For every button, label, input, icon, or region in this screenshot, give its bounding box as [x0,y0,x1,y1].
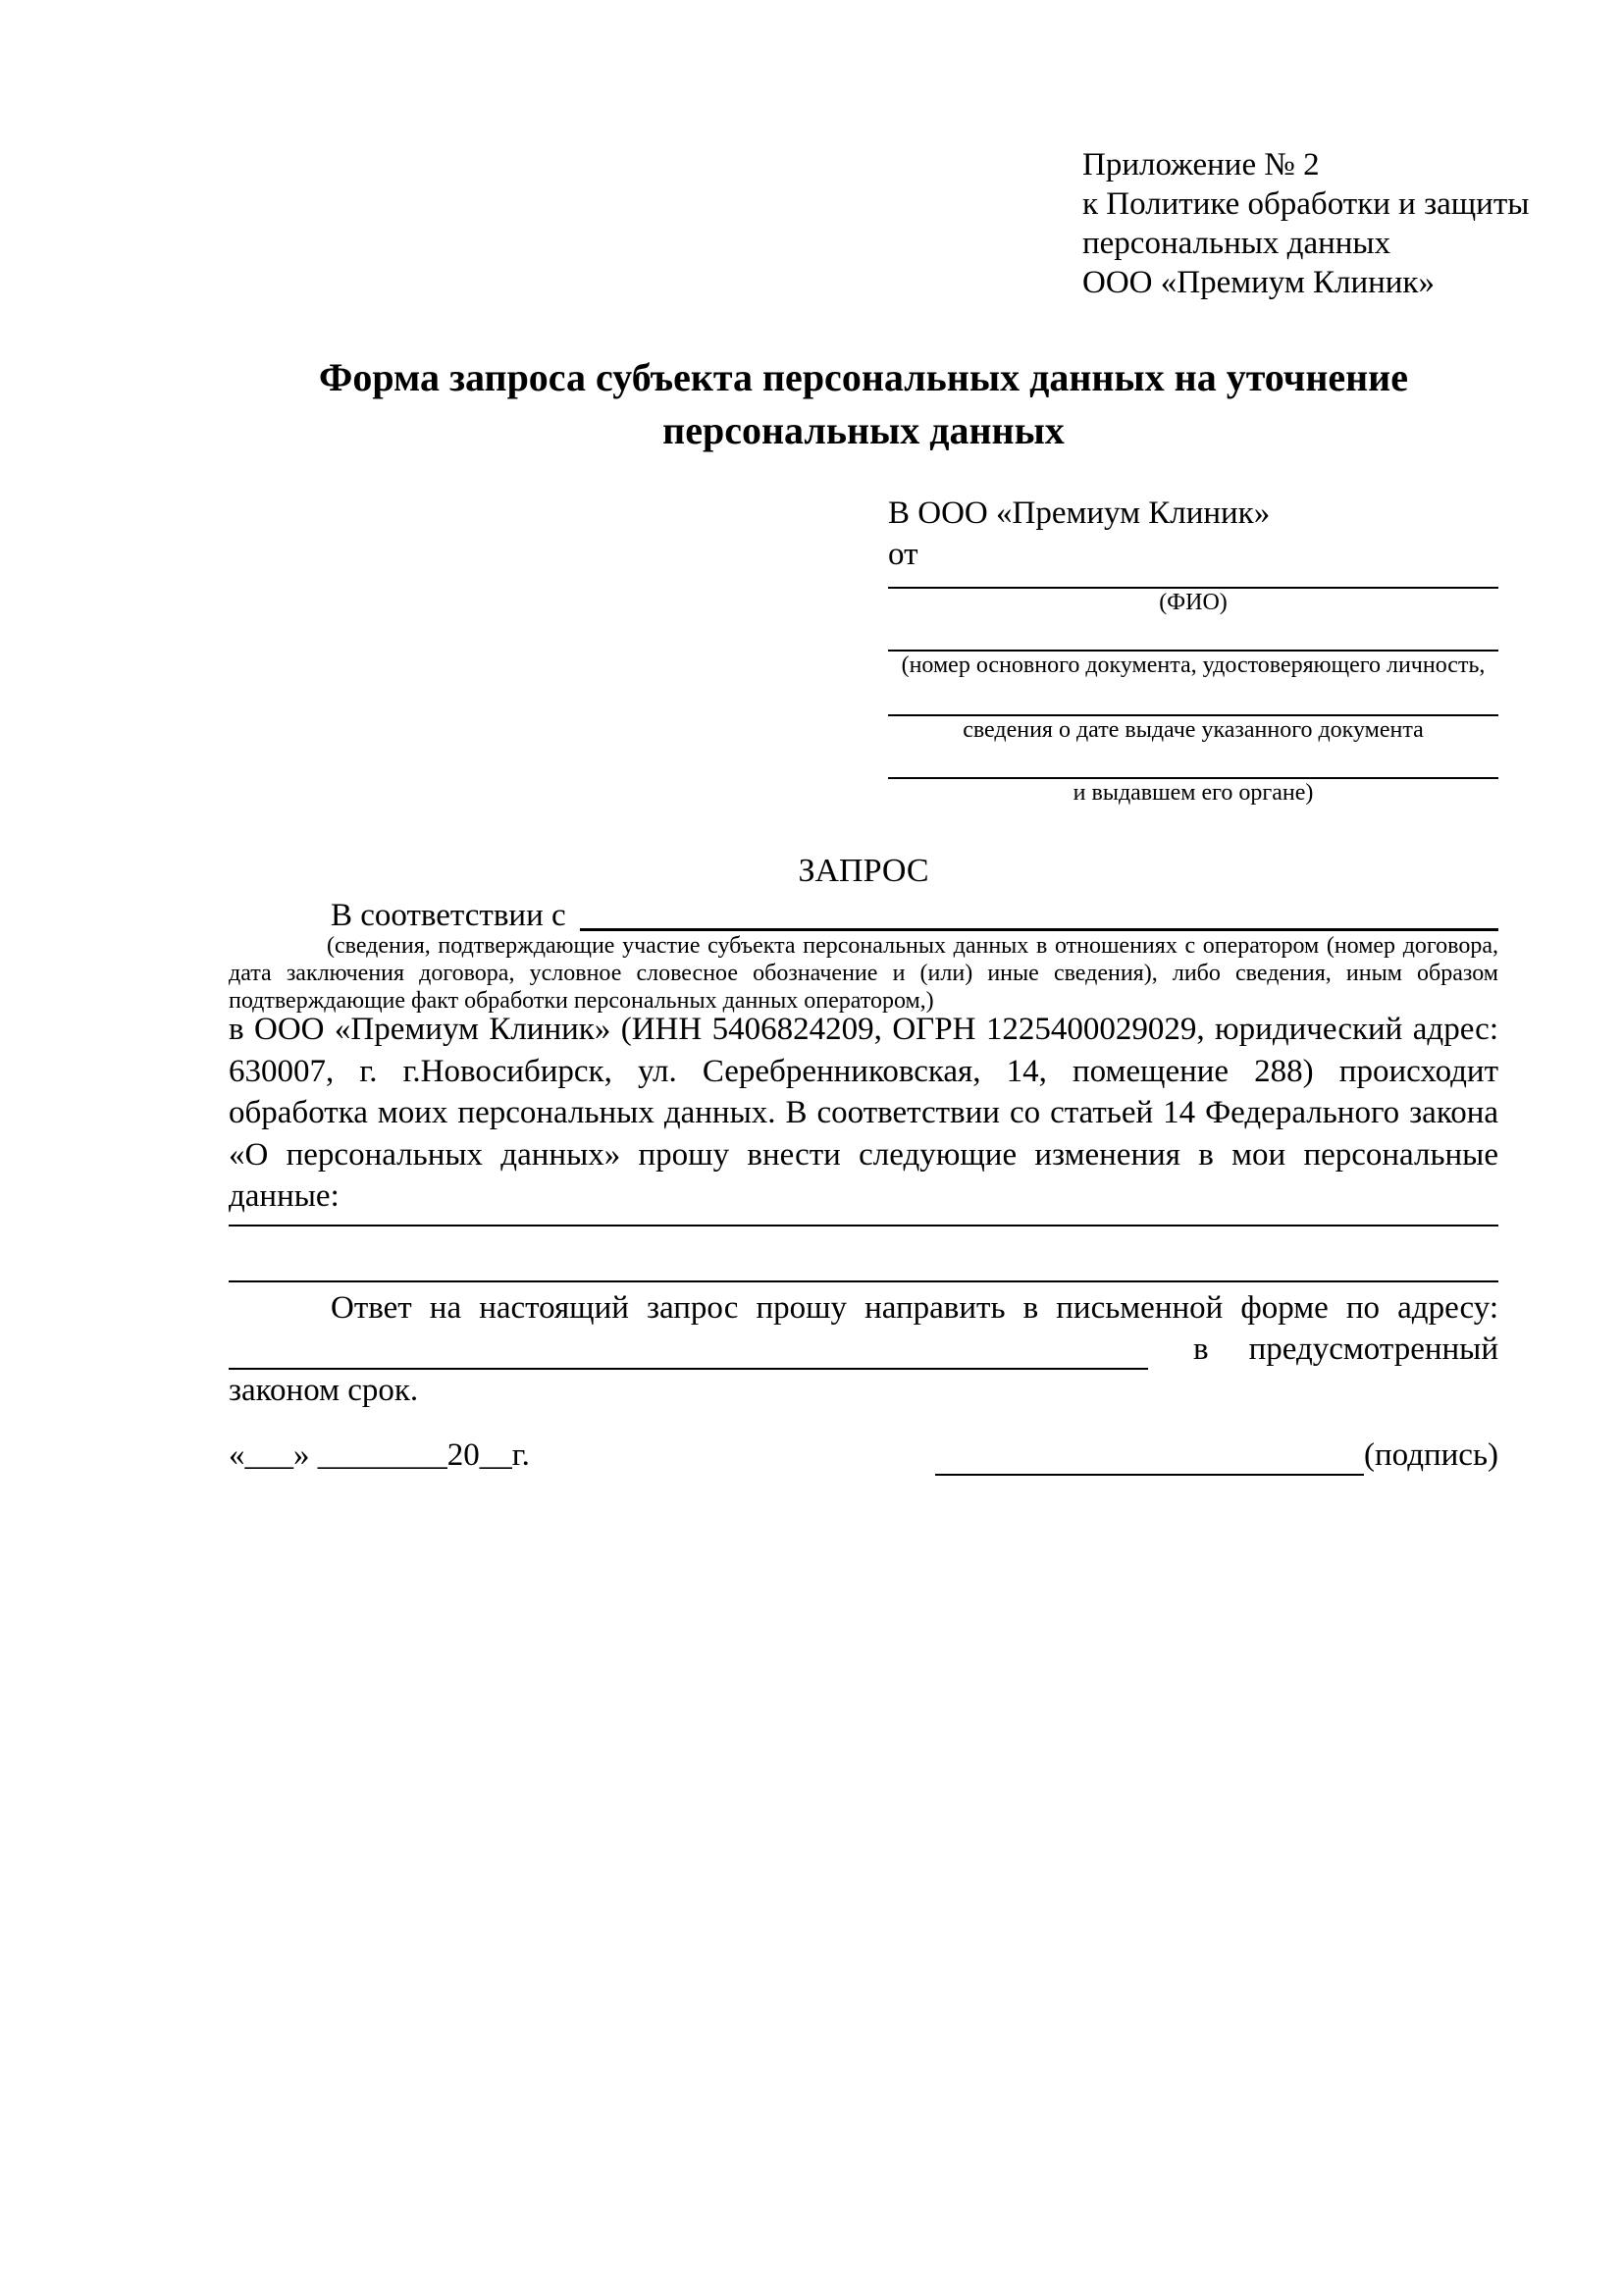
according-prefix: В соответствии с [331,898,566,933]
annex-note [1082,145,1529,302]
according-line [229,895,1498,936]
annex-line: Приложение № 2 [1082,147,1320,183]
form-title-line1: Форма запроса субъекта персональных данных на уточнение [319,355,1408,399]
doc-number-blank-line [888,616,1498,652]
annex-line: ООО «Премиум Клиник» [1082,265,1435,300]
doc-date-caption: сведения о дате выдаче указанного документа [963,717,1424,743]
annex-line: персональных данных [1082,226,1391,261]
reply-address-row [229,1329,1498,1370]
reply-line2-suffix: в предусмотренный [1193,1331,1498,1367]
request-heading: ЗАПРОС [798,853,929,889]
fio-blank-line [888,575,1498,589]
reply-line3: законом срок. [229,1373,419,1408]
request-note: (сведения, подтверждающие участие субъекта персональных данных в отношениях с оператором (номер договора, дата заключения договора, условное словесное обозначение и (или) иные сведения), либо сведения, иным образом подтверждающие факт обработки персональных данных оператором,) [229,933,1498,1014]
signature-caption: (подпись) [1364,1437,1498,1473]
changes-blank-line-1 [229,1225,1498,1226]
doc-issuer-blank-line [888,744,1498,779]
signature-blank-line [935,1436,1364,1476]
date-blank: «___» ________20__г. [229,1437,530,1473]
request-body: в ООО «Премиум Клиник» (ИНН 5406824209, ОГРН 1225400029029, юридический адрес: 630007, г. г.Новосибирск, ул. Серебренниковская, 14, помещение 288) происходит обработка моих персональных данных. В соответствии со статьей 14 Федерального закона «О персональных данных» прошу внести следующие изменения в мои персональные данные: [229,1012,1498,1214]
address-blank-line [229,1331,1148,1370]
from-label: от [888,537,918,572]
annex-line: к Политике обработки и защиты [1082,186,1530,222]
addressee-to: В ООО «Премиум Клиник» [888,496,1271,531]
reply-line1: Ответ на настоящий запрос прошу направить в письменной форме по адресу: [331,1290,1498,1326]
date-signature-row [229,1435,1498,1476]
doc-date-blank-line [888,679,1498,716]
signature-group [935,1435,1498,1476]
fio-caption: (ФИО) [1159,590,1228,615]
according-blank-line [580,895,1498,931]
changes-blank-line-2 [229,1280,1498,1282]
form-title-line2: персональных данных [662,408,1065,452]
addressee-block [888,493,1498,807]
form-title [229,351,1498,457]
doc-number-caption: (номер основного документа, удостоверяющего личность, [901,652,1486,678]
doc-issuer-caption: и выдавшем его органе) [1073,780,1314,806]
